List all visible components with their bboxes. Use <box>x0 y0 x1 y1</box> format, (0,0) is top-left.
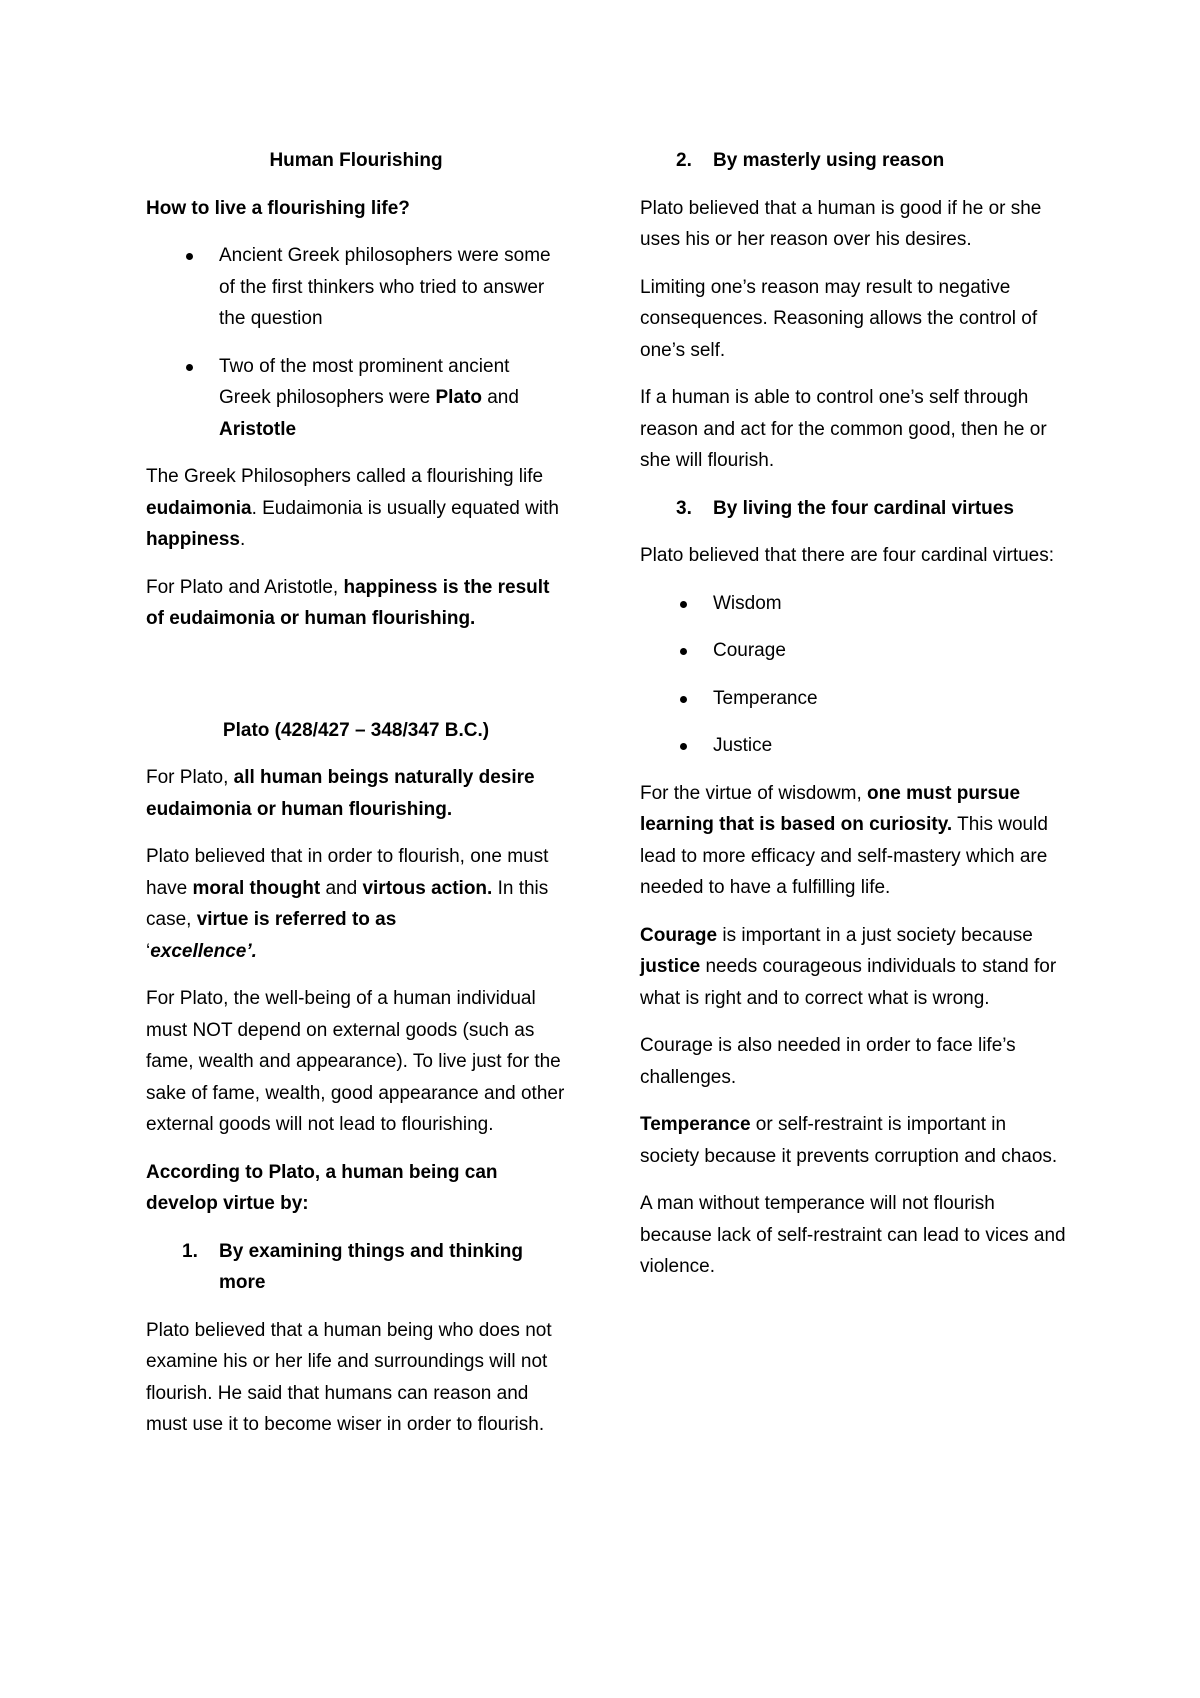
text: For Plato, <box>146 767 234 788</box>
virtue-text: Wisdom <box>713 592 782 614</box>
bold-text: Plato <box>435 387 482 408</box>
section-heading: Plato (428/427 – 348/347 B.C.) <box>222 719 490 741</box>
item-text: By masterly using reason <box>713 150 945 171</box>
item-number: 2. <box>676 150 692 171</box>
bold-text: Aristotle <box>219 418 297 440</box>
text: This would lead to more efficacy and self-mastery which are needed to have a fulfilling life. <box>640 814 1048 898</box>
item-number: 1. <box>182 1240 198 1262</box>
bold-text: moral thought <box>192 877 321 899</box>
item-text: By living the four cardinal virtues <box>713 497 1014 519</box>
item-number: 3. <box>676 497 692 519</box>
text: In this case, <box>146 877 549 930</box>
text: For Plato and Aristotle, <box>146 576 344 598</box>
bold-text: Courage <box>640 924 718 946</box>
virtue-item <box>640 588 1068 620</box>
bullet-icon <box>186 364 193 371</box>
paragraph: A man without temperance will not flourish because lack of self-restraint can lead to vices and violence. <box>640 1193 1066 1277</box>
bullet-icon <box>680 601 687 608</box>
text: . <box>239 529 246 550</box>
paragraph: Plato believed that a human is good if he or she uses his or her reason over his desires. <box>640 197 1042 250</box>
bold-text: justice <box>640 956 701 977</box>
bold-text: all human beings naturally desire eudaimonia or human flourishing. <box>146 767 535 820</box>
paragraph: Courage is also needed in order to face life’s challenges. <box>640 1035 1016 1088</box>
right-column <box>640 145 1068 1283</box>
virtue-text: Courage <box>713 640 786 661</box>
paragraph: If a human is able to control one’s self through reason and act for the common good, then he or she will flourish. <box>640 387 1047 471</box>
bullet-text: Ancient Greek philosophers were some of the first thinkers who tried to answer the question <box>219 245 551 329</box>
paragraph <box>146 572 566 635</box>
paragraph <box>640 778 1068 904</box>
text: . Eudaimonia is usually equated with <box>251 497 559 519</box>
paragraph: Limiting one’s reason may result to negative consequences. Reasoning allows the control of one’s self. <box>640 276 1038 361</box>
text: ‘ <box>146 940 151 962</box>
bold-text: one must pursue learning that is based on curiosity. <box>640 782 1021 835</box>
bold-text: Temperance <box>640 1114 751 1135</box>
left-column <box>146 145 566 1441</box>
bullet-text: and <box>481 387 519 408</box>
paragraph <box>640 1109 1068 1172</box>
paragraph <box>146 762 566 825</box>
paragraph <box>640 920 1068 1015</box>
bullet-icon <box>680 743 687 750</box>
bullet-item <box>146 351 566 446</box>
numbered-item <box>640 145 1068 177</box>
paragraph <box>146 461 566 556</box>
virtue-item <box>640 683 1068 715</box>
bold-text: happiness <box>146 529 240 550</box>
paragraph: Plato believed that there are four cardinal virtues: <box>640 545 1055 566</box>
bullet-icon <box>186 253 193 260</box>
text: is important in a just society because <box>717 924 1033 946</box>
bullet-icon <box>680 648 687 655</box>
virtue-text: Temperance <box>713 687 818 709</box>
text: or self-restraint is important in society because it prevents corruption and chaos. <box>640 1114 1058 1167</box>
bold-text: happiness is the result of eudaimonia or human flourishing. <box>146 576 550 629</box>
text: needs courageous individuals to stand for what is right and to correct what is wrong. <box>640 956 1057 1009</box>
virtue-item <box>640 635 1068 667</box>
bold-italic-text: excellence’. <box>150 940 257 962</box>
virtue-text: Justice <box>713 735 773 756</box>
text: Plato believed that in order to flourish, one must have <box>146 846 549 899</box>
document-title: Human Flourishing <box>269 150 443 171</box>
paragraph: For Plato, the well-being of a human individual must NOT depend on external goods (such as fame, wealth and appearance). To live just for the sake of fame, wealth, good appearance and other external goods will not lead to flourishing. <box>146 988 565 1135</box>
paragraph: According to Plato, a human being can develop virtue by: <box>146 1161 498 1214</box>
bold-text: virtue is referred to as <box>196 909 397 930</box>
question-heading: How to live a flourishing life? <box>146 197 410 219</box>
bullet-item <box>146 240 566 335</box>
paragraph: Plato believed that a human being who does not examine his or her life and surroundings will not flourish. He said that humans can reason and must use it to become wiser in order to flourish. <box>146 1319 552 1435</box>
paragraph <box>146 841 566 967</box>
text: The Greek Philosophers called a flourishing life <box>146 466 544 487</box>
virtue-item <box>640 730 1068 762</box>
item-text: By examining things and thinking more <box>219 1240 524 1293</box>
text: For the virtue of wisdowm, <box>640 782 868 804</box>
numbered-item <box>640 493 1068 525</box>
text: and <box>320 877 363 899</box>
bold-text: virtous action. <box>362 877 493 899</box>
bold-text: eudaimonia <box>146 497 252 519</box>
numbered-item <box>146 1236 566 1299</box>
bullet-icon <box>680 696 687 703</box>
bullet-text: Two of the most prominent ancient Greek philosophers were <box>219 355 510 408</box>
